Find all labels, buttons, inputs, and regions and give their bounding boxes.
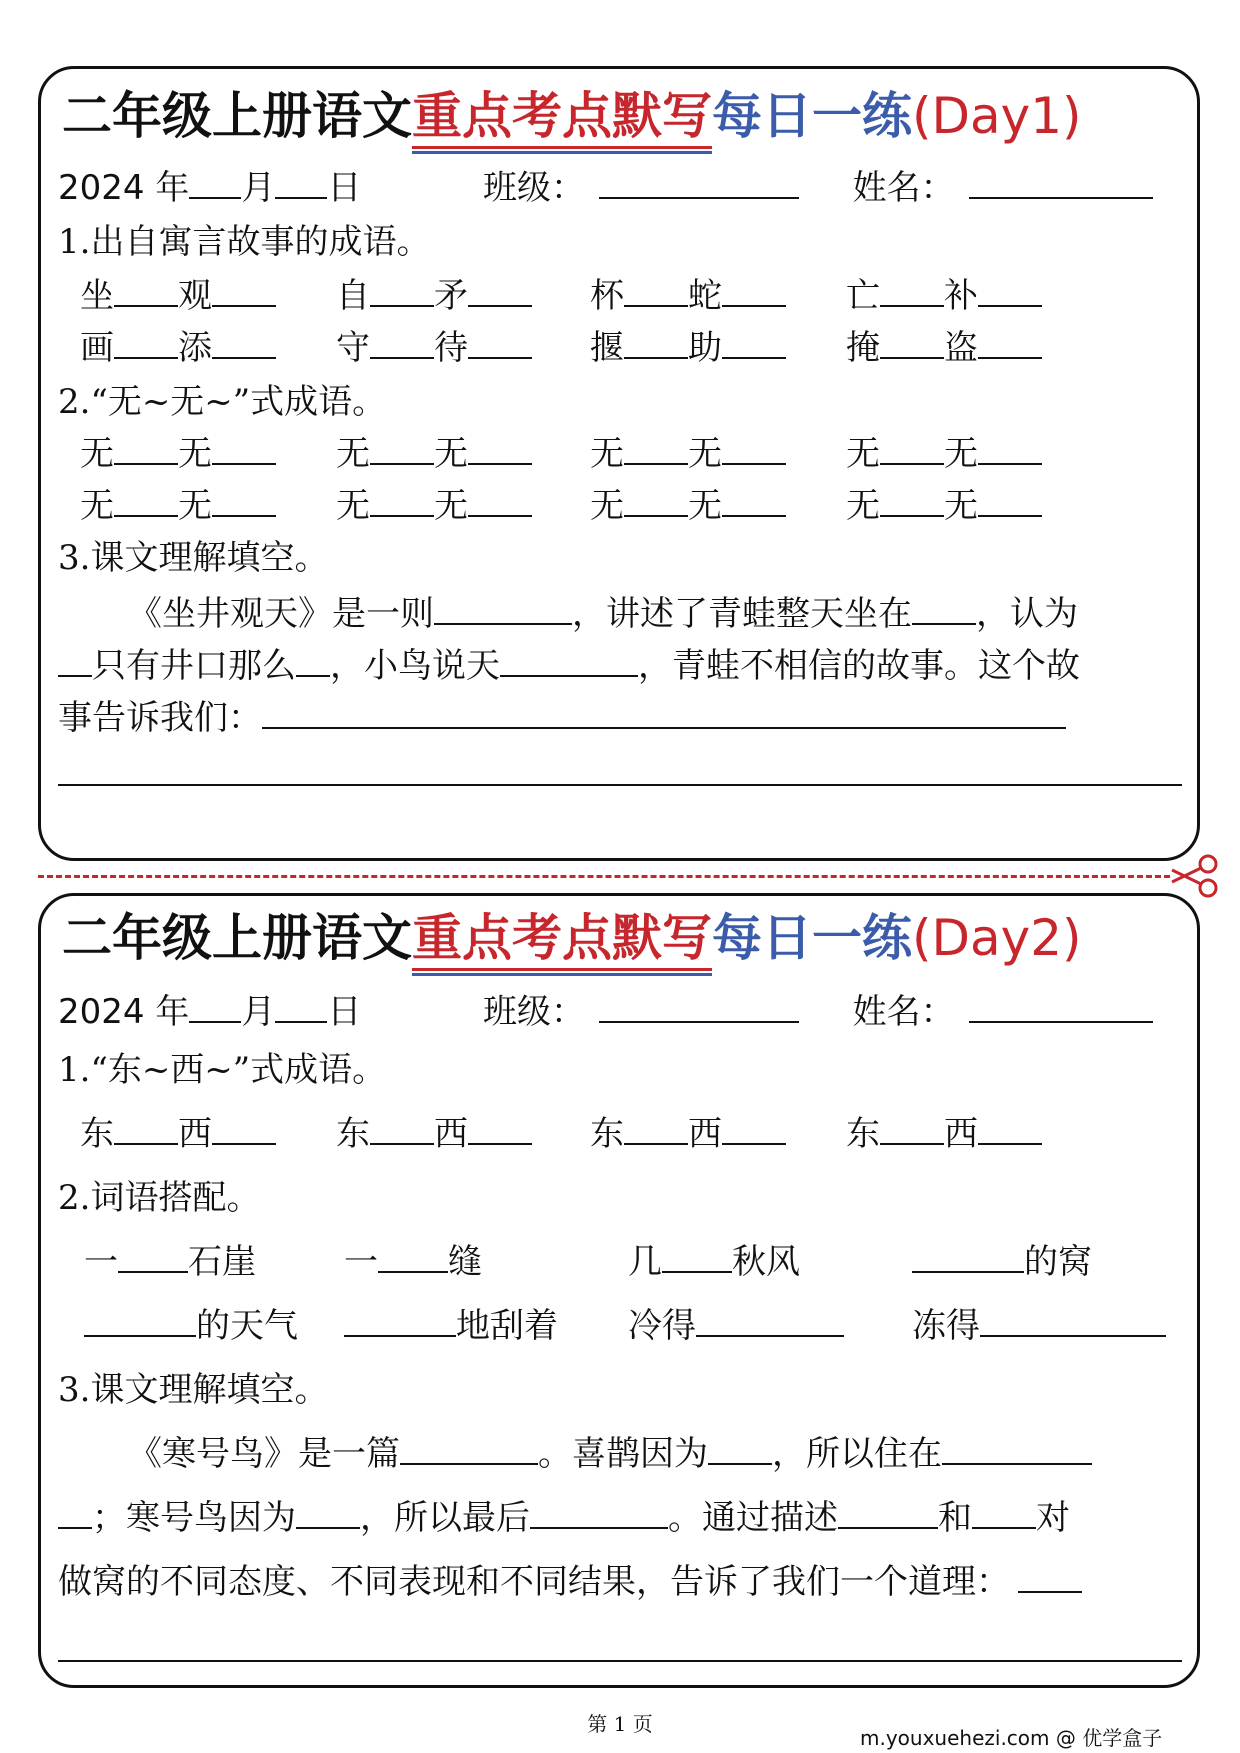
- idiom-blank[interactable]: 亡 补: [846, 274, 1042, 318]
- cut-line: [38, 875, 1170, 878]
- class-blank[interactable]: [599, 991, 799, 1023]
- idiom-blank[interactable]: 无 无: [336, 484, 532, 528]
- match-blank[interactable]: 的窝: [912, 1240, 1092, 1284]
- info-row-day2: 2024 年 月 日 班级： 姓名：: [58, 990, 1153, 1034]
- q3-line1-day1: 《坐井观天》是一则 ，讲述了青蛙整天坐在 ，认为: [128, 594, 1078, 634]
- title-day2: 二年级上册语文重点考点默写每日一练(Day2): [62, 906, 1082, 970]
- idiom-blank[interactable]: 无 无: [80, 484, 276, 528]
- match-blank[interactable]: 一 石崖: [84, 1242, 256, 1282]
- idiom-blank[interactable]: 坐 观: [80, 274, 276, 318]
- answer-line[interactable]: [58, 784, 1182, 786]
- idiom-blank[interactable]: 无 无: [80, 432, 276, 476]
- idiom-blank[interactable]: 无 无: [846, 484, 1042, 528]
- name-blank[interactable]: [969, 991, 1153, 1023]
- page-number: 第 1 页: [587, 1712, 653, 1736]
- q2-heading-day1: 2.“无~无~”式成语。: [58, 382, 387, 422]
- q3-heading-day1: 3.课文理解填空。: [58, 538, 329, 578]
- idiom-blank[interactable]: 东 西: [590, 1112, 786, 1156]
- match-blank[interactable]: 几 秋风: [628, 1242, 800, 1282]
- scissors-icon: [1168, 852, 1222, 900]
- idiom-blank[interactable]: 东 西: [80, 1112, 276, 1156]
- idiom-blank[interactable]: 无 无: [846, 432, 1042, 476]
- match-blank[interactable]: 冷得: [628, 1304, 844, 1348]
- q1-heading-day1: 1.出自寓言故事的成语。: [58, 222, 431, 262]
- month-blank[interactable]: [189, 167, 241, 199]
- idiom-blank[interactable]: 揠 助: [590, 326, 786, 370]
- title-grade: 二年级上册语文: [62, 87, 412, 145]
- day-blank[interactable]: [275, 991, 327, 1023]
- title-day: (Day1): [912, 87, 1082, 145]
- idiom-blank[interactable]: 无 无: [336, 432, 532, 476]
- title-focus: 重点考点默写: [412, 84, 712, 148]
- month-blank[interactable]: [189, 991, 241, 1023]
- q3-line3-day1: 事告诉我们：: [58, 696, 1066, 740]
- idiom-blank[interactable]: 画 添: [80, 326, 276, 370]
- q3-heading-day2: 3.课文理解填空。: [58, 1370, 329, 1410]
- idiom-blank[interactable]: 自 矛: [336, 274, 532, 318]
- answer-line[interactable]: [58, 1660, 1182, 1662]
- idiom-blank[interactable]: 东 西: [336, 1112, 532, 1156]
- q1-heading-day2: 1.“东~西~”式成语。: [58, 1050, 387, 1090]
- idiom-blank[interactable]: 无 无: [590, 432, 786, 476]
- match-blank[interactable]: 冻得: [912, 1304, 1166, 1348]
- q2-heading-day2: 2.词语搭配。: [58, 1178, 261, 1218]
- title-day1: [62, 84, 1082, 148]
- q3-line2-day1: 只有井口那么 ，小鸟说天 ，青蛙不相信的故事。这个故: [58, 644, 1080, 688]
- idiom-blank[interactable]: 杯 蛇: [590, 274, 786, 318]
- class-blank[interactable]: [599, 167, 799, 199]
- match-blank[interactable]: 一 缝: [344, 1242, 482, 1282]
- match-blank[interactable]: 的天气: [84, 1304, 298, 1348]
- q3-line3-day2: 做窝的不同态度、不同表现和不同结果，告诉了我们一个道理：: [58, 1560, 1082, 1604]
- q3-line1-day2: 《寒号鸟》是一篇 。喜鹊因为 ，所以住在: [128, 1432, 1092, 1476]
- idiom-blank[interactable]: 守 待: [336, 326, 532, 370]
- idiom-blank[interactable]: 掩 盗: [846, 326, 1042, 370]
- idiom-blank[interactable]: 无 无: [590, 484, 786, 528]
- site-watermark: m.youxuehezi.com @ 优学盒子: [860, 1726, 1163, 1750]
- info-row-day1: 2024 年 月 日 班级： 姓名：: [58, 166, 1153, 210]
- q3-line2-day2: ；寒号鸟因为 ，所以最后 。通过描述 和 对: [58, 1496, 1070, 1540]
- title-daily: 每日一练: [712, 87, 912, 145]
- match-blank[interactable]: 地刮着: [344, 1304, 558, 1348]
- name-blank[interactable]: [969, 167, 1153, 199]
- idiom-blank[interactable]: 东 西: [846, 1112, 1042, 1156]
- day-blank[interactable]: [275, 167, 327, 199]
